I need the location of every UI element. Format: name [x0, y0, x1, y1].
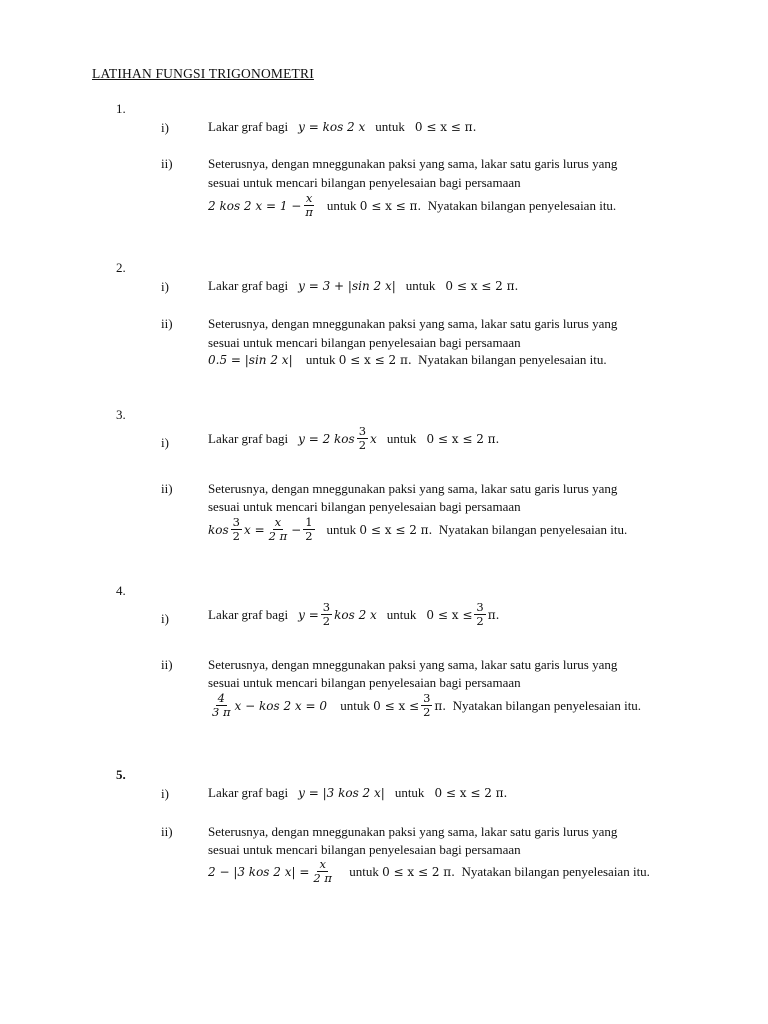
question-1-part-i: [208, 119, 476, 135]
untuk-label: untuk: [349, 863, 379, 879]
question-1-part-i-label: i): [161, 120, 169, 135]
question-2-part-i: [208, 278, 518, 294]
range: 0 ≤ x ≤ 2 π.: [338, 353, 412, 367]
untuk-label: untuk: [405, 278, 436, 293]
state-text: Nyatakan bilangan penyelesaian itu.: [438, 521, 628, 537]
fraction: $\frac{x}{\pi}$: [305, 191, 313, 219]
question-5-part-ii-equation: [208, 858, 650, 885]
range: 0 ≤ x ≤ π.: [414, 120, 477, 134]
fraction: $\frac{4}{3 \pi}$: [212, 691, 231, 719]
question-3-part-i-label: i): [161, 435, 169, 450]
equation-part: y =: [298, 607, 319, 622]
question-4-part-ii-equation: [208, 692, 641, 719]
question-3-number: 3.: [116, 407, 126, 422]
equation-part: y = 2 kos: [298, 431, 355, 446]
question-2-number: 2.: [116, 260, 126, 275]
question-2-ii-line1: Seterusnya, dengan mneggunakan paksi yang sama, lakar satu garis lurus yang: [208, 316, 618, 331]
equation-part: kos 2 x: [334, 607, 377, 622]
sketch-label: Lakar graf bagi: [208, 606, 289, 622]
question-2-ii-line2: sesuai untuk mencari bilangan penyelesaian bagi persamaan: [208, 335, 521, 350]
equation: y = 3 + |sin 2 x|: [298, 279, 396, 293]
question-1-ii-line2: sesuai untuk mencari bilangan penyelesaian bagi persamaan: [208, 175, 521, 190]
fraction: $\frac{x}{2 \pi}$: [313, 857, 332, 885]
equation: 0.5 = |sin 2 x|: [208, 353, 293, 367]
sketch-label: Lakar graf bagi: [208, 119, 289, 134]
page-title: LATIHAN FUNGSI TRIGONOMETRI: [92, 66, 314, 81]
question-4-ii-line2: sesuai untuk mencari bilangan penyelesaian bagi persamaan: [208, 675, 521, 690]
untuk-label: untuk: [375, 119, 405, 134]
untuk-label: untuk: [386, 606, 417, 622]
untuk-label: untuk: [340, 697, 370, 713]
equation-lhs: 2 − |3 kos 2 x| =: [208, 864, 310, 879]
question-3-part-ii-equation: [208, 516, 627, 543]
fraction: $\frac{x}{2 \pi}$: [268, 515, 288, 543]
question-4-number: 4.: [116, 583, 126, 598]
state-text: Nyatakan bilangan penyelesaian itu.: [418, 352, 607, 367]
untuk-label: untuk: [326, 197, 357, 213]
question-3-part-ii-label: ii): [161, 481, 173, 496]
range-part: π.: [487, 607, 500, 622]
untuk-label: untuk: [394, 785, 425, 800]
equation-lhs: 2 kos 2 x = 1 −: [208, 198, 302, 213]
question-2-part-ii-label: ii): [161, 316, 173, 331]
question-3-ii-line1: Seterusnya, dengan mneggunakan paksi yang sama, lakar satu garis lurus yang: [208, 481, 618, 496]
range: 0 ≤ x ≤ 2 π.: [434, 786, 508, 800]
question-4-part-i: [208, 601, 499, 628]
range: 0 ≤ x ≤ 2 π.: [382, 864, 455, 879]
range-part: 0 ≤ x ≤: [373, 698, 420, 713]
fraction: $\frac{3}{2}$: [232, 515, 240, 543]
question-1-part-ii-label: ii): [161, 156, 173, 171]
equation-part: x: [370, 431, 377, 446]
fraction: $\frac{3}{2}$: [322, 600, 331, 628]
range: 0 ≤ x ≤ 2 π.: [426, 431, 500, 446]
equation-part: kos: [208, 522, 229, 537]
equation: y = kos 2 x: [298, 120, 366, 134]
question-5-ii-line2: sesuai untuk mencari bilangan penyelesaian bagi persamaan: [208, 842, 521, 857]
equation-part: x − kos 2 x = 0: [234, 698, 327, 713]
fraction: $\frac{3}{2}$: [423, 691, 431, 719]
equation-part: x =: [243, 522, 265, 537]
question-1-number: 1.: [116, 101, 126, 116]
untuk-label: untuk: [305, 352, 336, 367]
question-4-ii-line1: Seterusnya, dengan mneggunakan paksi yang sama, lakar satu garis lurus yang: [208, 657, 618, 672]
question-3-part-i: [208, 425, 499, 452]
question-1-part-ii-equation: [208, 192, 616, 219]
range-part: π.: [434, 698, 447, 713]
fraction: $\frac{1}{2}$: [305, 515, 313, 543]
question-3-ii-line2: sesuai untuk mencari bilangan penyelesaian bagi persamaan: [208, 499, 521, 514]
range: 0 ≤ x ≤ π.: [359, 198, 422, 213]
fraction: $\frac{3}{2}$: [358, 424, 367, 452]
equation-part: −: [291, 522, 302, 537]
range-part: 0 ≤ x ≤: [426, 607, 473, 622]
question-4-part-i-label: i): [161, 611, 169, 626]
question-2-part-ii-equation: [208, 352, 607, 368]
question-5-part-i: [208, 785, 507, 801]
question-5-ii-line1: Seterusnya, dengan mneggunakan paksi yang sama, lakar satu garis lurus yang: [208, 824, 618, 839]
sketch-label: Lakar graf bagi: [208, 785, 289, 800]
state-text: Nyatakan bilangan penyelesaian itu.: [461, 863, 650, 879]
question-1-ii-line1: Seterusnya, dengan mneggunakan paksi yang sama, lakar satu garis lurus yang: [208, 156, 618, 171]
untuk-label: untuk: [386, 430, 417, 446]
question-5-part-ii-label: ii): [161, 824, 173, 839]
sketch-label: Lakar graf bagi: [208, 430, 289, 446]
question-4-part-ii-label: ii): [161, 657, 173, 672]
state-text: Nyatakan bilangan penyelesaian itu.: [452, 697, 642, 713]
sketch-label: Lakar graf bagi: [208, 278, 289, 293]
fraction: $\frac{3}{2}$: [476, 600, 484, 628]
untuk-label: untuk: [326, 521, 357, 537]
equation: y = |3 kos 2 x|: [298, 786, 385, 800]
question-5-number: 5.: [116, 767, 126, 782]
question-2-part-i-label: i): [161, 279, 169, 294]
state-text: Nyatakan bilangan penyelesaian itu.: [427, 197, 617, 213]
range: 0 ≤ x ≤ 2 π.: [445, 279, 519, 293]
range: 0 ≤ x ≤ 2 π.: [359, 522, 433, 537]
question-5-part-i-label: i): [161, 786, 169, 801]
